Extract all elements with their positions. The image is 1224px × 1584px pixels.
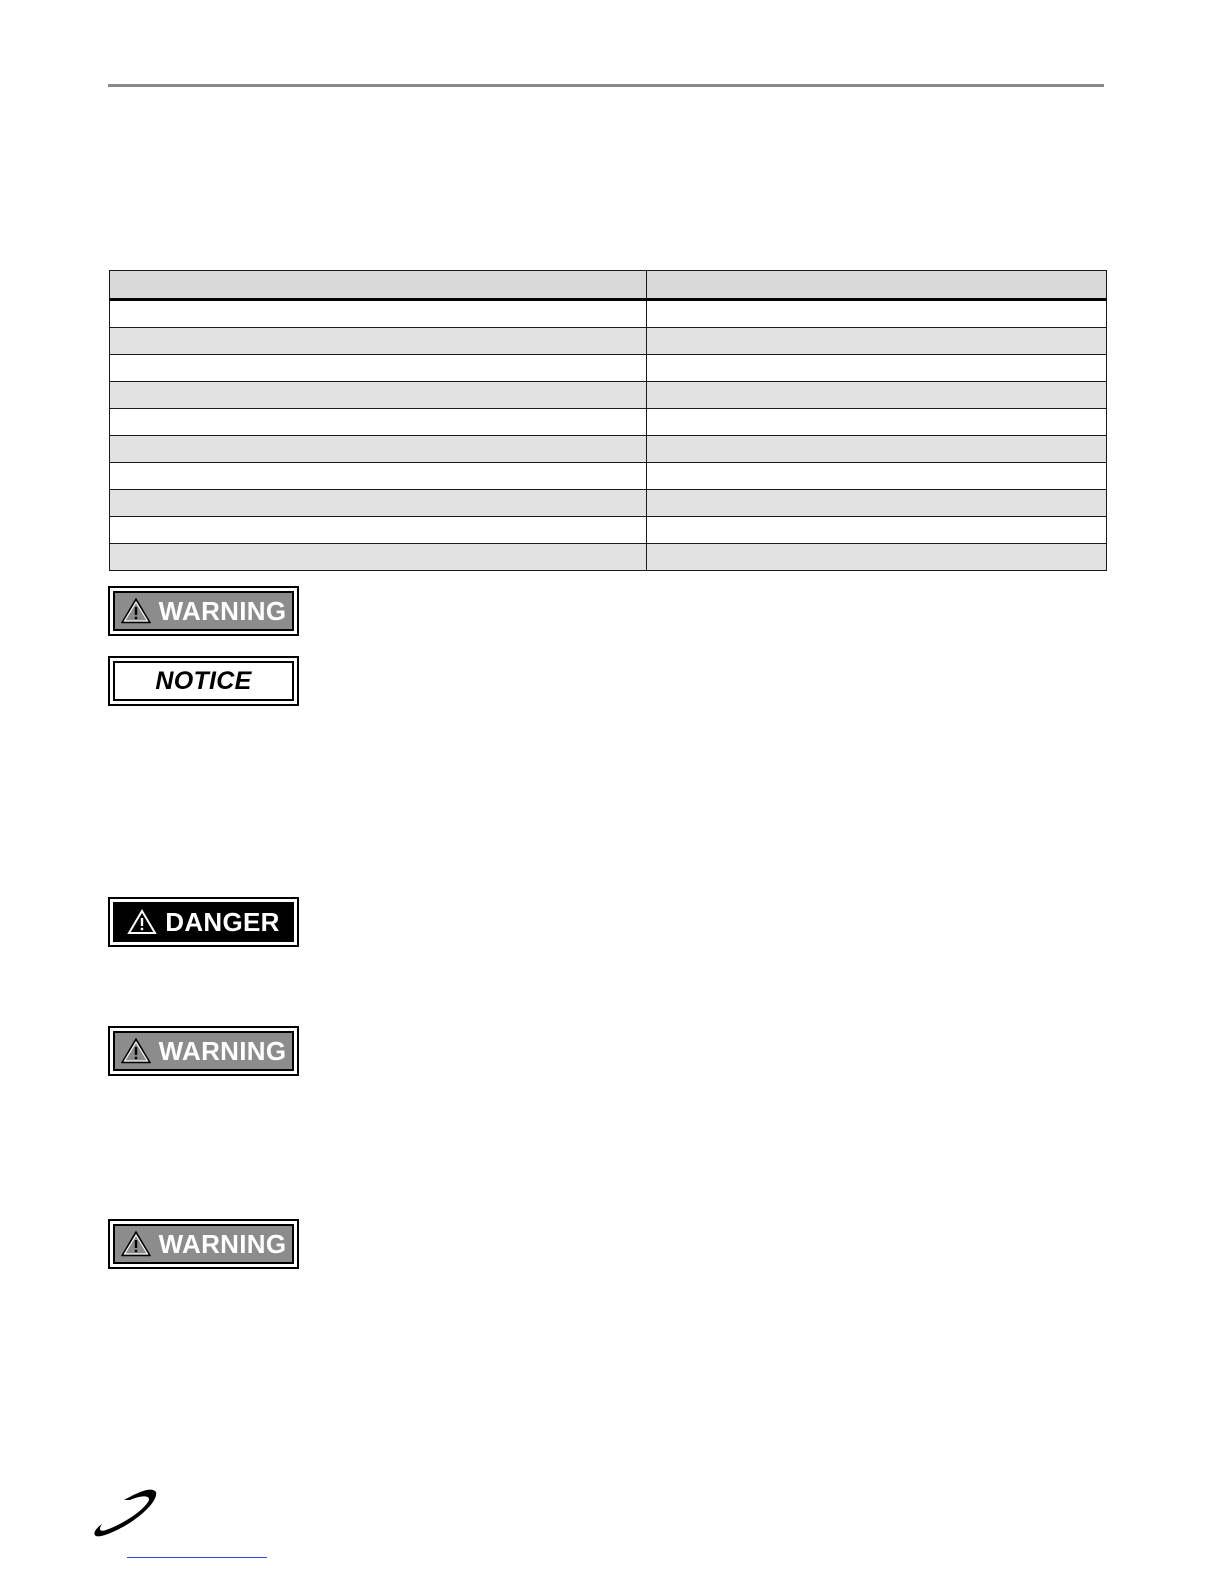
table-cell <box>647 436 1107 463</box>
warning-label-body <box>113 591 294 631</box>
table-cell <box>647 382 1107 409</box>
table-cell <box>647 409 1107 436</box>
warning-triangle-icon <box>121 598 151 624</box>
warning-triangle-icon <box>121 1038 151 1064</box>
table-cell <box>110 328 647 355</box>
warning-label-text: WARNING <box>158 1228 287 1259</box>
table-cell <box>647 355 1107 382</box>
danger-label-body <box>113 902 294 942</box>
table-cell <box>110 409 647 436</box>
warning-label-body <box>113 1031 294 1071</box>
header-rule <box>108 84 1104 87</box>
table-row <box>110 436 1107 463</box>
warning-label-text: WARNING <box>158 595 287 626</box>
table-cell <box>110 490 647 517</box>
table-cell <box>647 328 1107 355</box>
table-row <box>110 490 1107 517</box>
table-cell <box>110 355 647 382</box>
table-cell <box>110 544 647 571</box>
table-cell <box>647 517 1107 544</box>
notice-label <box>108 656 299 706</box>
swoosh-logo-icon <box>88 1486 160 1546</box>
warning-triangle-icon <box>121 1231 151 1257</box>
table-cell <box>110 382 647 409</box>
warning-label <box>108 1026 299 1076</box>
danger-label <box>108 897 299 947</box>
specification-table <box>109 270 1107 571</box>
table-row <box>110 544 1107 571</box>
table-row <box>110 300 1107 328</box>
warning-label-body <box>113 1224 294 1264</box>
table-row <box>110 328 1107 355</box>
table-cell <box>110 517 647 544</box>
table-header-row <box>110 271 1107 300</box>
table-row <box>110 517 1107 544</box>
warning-label <box>108 1219 299 1269</box>
table-cell <box>647 544 1107 571</box>
table-cell <box>110 436 647 463</box>
table-cell <box>110 463 647 490</box>
table-header-cell <box>110 271 647 300</box>
table-row <box>110 382 1107 409</box>
table-row <box>110 463 1107 490</box>
notice-label-text: NOTICE <box>155 666 252 695</box>
warning-triangle-icon <box>127 909 157 935</box>
table-cell <box>110 300 647 328</box>
table-cell <box>647 463 1107 490</box>
table-row <box>110 409 1107 436</box>
notice-label-body <box>113 661 294 701</box>
danger-label-text: DANGER <box>165 906 280 937</box>
table-cell <box>647 490 1107 517</box>
warning-label <box>108 586 299 636</box>
table-cell <box>647 300 1107 328</box>
footer-link-underline[interactable] <box>127 1557 267 1558</box>
warning-label-text: WARNING <box>158 1035 287 1066</box>
table-row <box>110 355 1107 382</box>
table-header-cell <box>647 271 1107 300</box>
